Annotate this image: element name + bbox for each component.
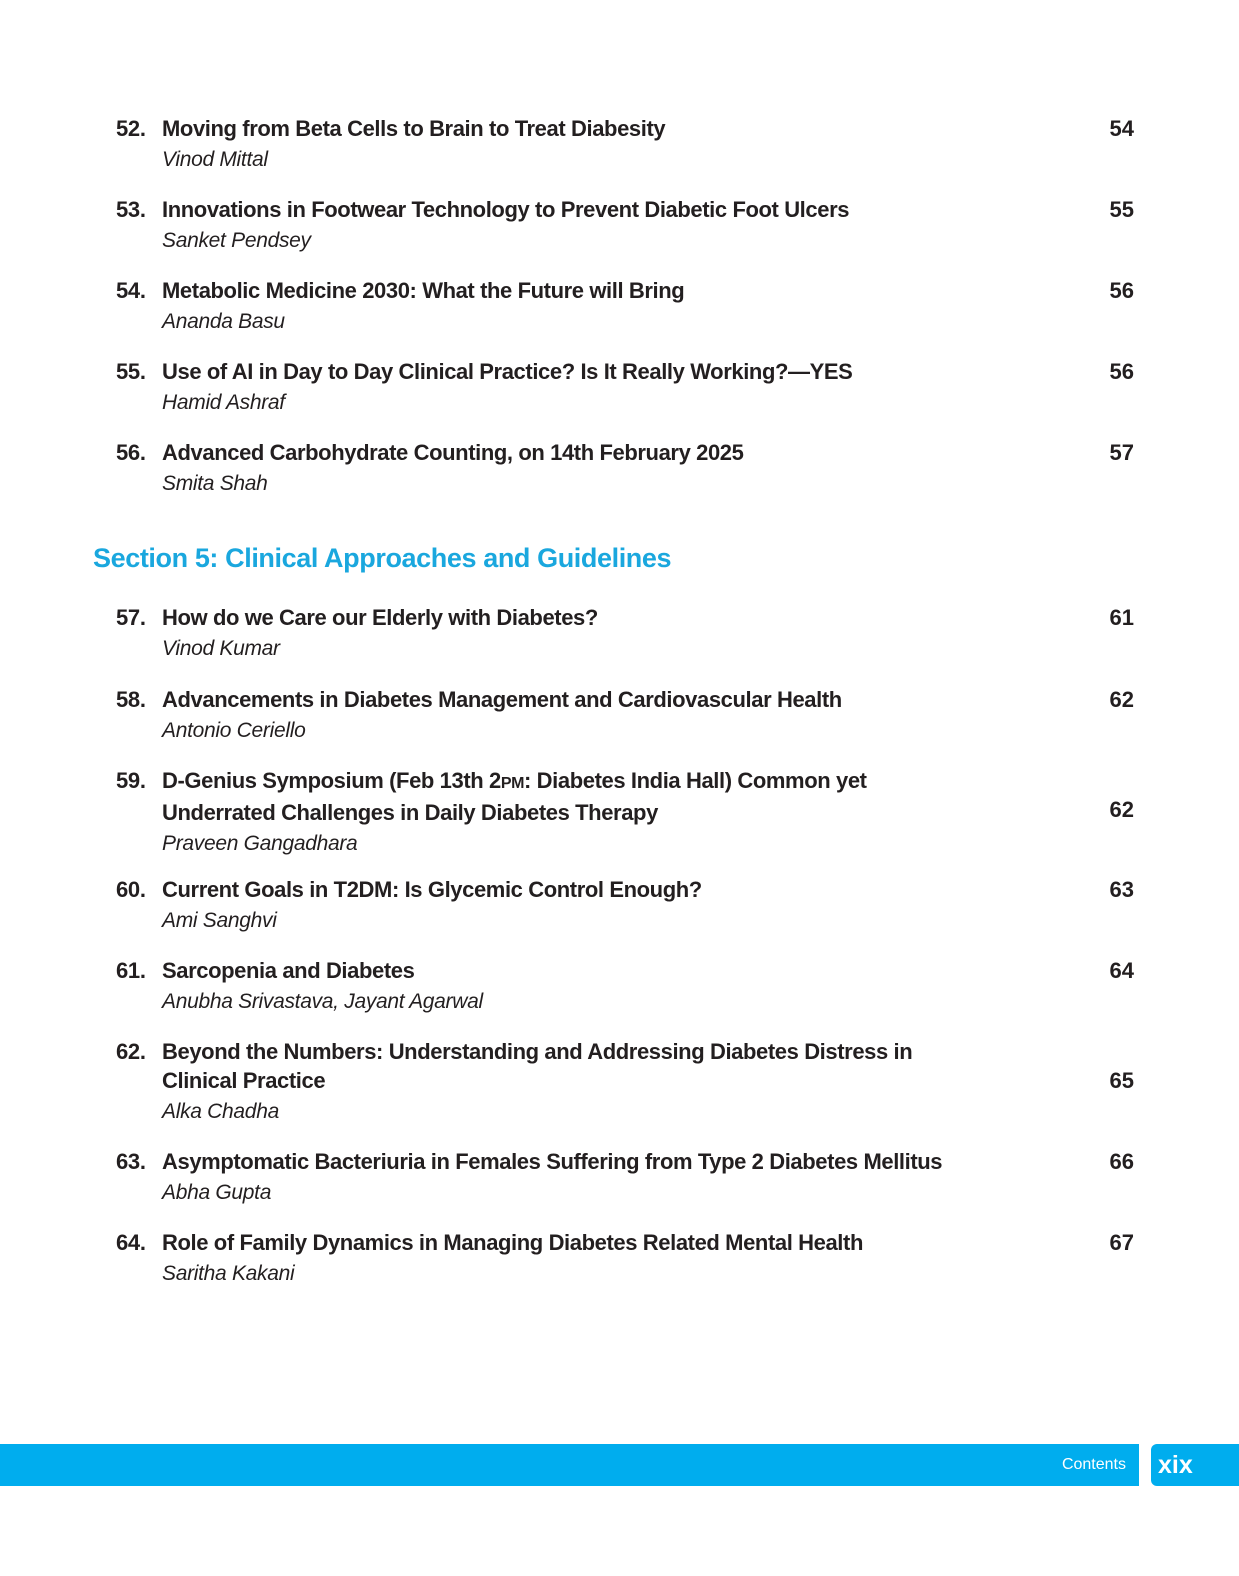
- entry-title: Asymptomatic Bacteriuria in Females Suffering from Type 2 Diabetes Mellitus: [162, 1149, 943, 1174]
- toc-entry-55[interactable]: [116, 357, 1140, 417]
- toc-entry-63[interactable]: [116, 1147, 1140, 1207]
- toc-entry-56[interactable]: [116, 438, 1140, 498]
- entry-author: Ami Sanghvi: [162, 909, 277, 932]
- entry-page-number: 57: [1109, 440, 1134, 465]
- toc-entry-59[interactable]: [116, 766, 1140, 858]
- entry-number: 55.: [116, 359, 146, 384]
- entry-title: Use of AI in Day to Day Clinical Practice? Is It Really Working?—YES: [162, 359, 853, 384]
- entry-number: 56.: [116, 440, 146, 465]
- footer-bar: [0, 1444, 1139, 1486]
- toc-entry-54[interactable]: [116, 276, 1140, 336]
- entry-author: Smita Shah: [162, 472, 268, 495]
- entry-title: Current Goals in T2DM: Is Glycemic Control Enough?: [162, 877, 702, 902]
- toc-entry-64[interactable]: [116, 1228, 1140, 1288]
- entry-author: Hamid Ashraf: [162, 391, 285, 414]
- toc-entry-60[interactable]: [116, 875, 1140, 935]
- entry-number: 53.: [116, 197, 146, 222]
- entry-author: Vinod Kumar: [162, 637, 280, 660]
- entry-number: 63.: [116, 1149, 146, 1174]
- entry-author: Anubha Srivastava, Jayant Agarwal: [162, 990, 483, 1013]
- entry-page-number: 65: [1109, 1068, 1134, 1093]
- entry-author: Alka Chadha: [162, 1100, 279, 1123]
- footer-page-tab: [1151, 1444, 1239, 1486]
- entry-title-line-1: D-Genius Symposium (Feb 13th 2PM: Diabetes India Hall) Common yet: [162, 768, 867, 793]
- entry-page-number: 64: [1109, 958, 1134, 983]
- entry-number: 52.: [116, 116, 146, 141]
- toc-entry-53[interactable]: [116, 195, 1140, 255]
- entry-number: 64.: [116, 1230, 146, 1255]
- entry-page-number: 61: [1109, 605, 1134, 630]
- entry-title: How do we Care our Elderly with Diabetes?: [162, 605, 598, 630]
- entry-page-number: 66: [1109, 1149, 1134, 1174]
- entry-number: 59.: [116, 768, 146, 793]
- entry-page-number: 62: [1109, 687, 1134, 712]
- entry-title: Beyond the Numbers: Understanding and Addressing Diabetes Distress in Clinical Practice: [162, 1039, 913, 1093]
- entry-page-number: 62: [1109, 797, 1134, 822]
- entry-title: Moving from Beta Cells to Brain to Treat Diabesity: [162, 116, 666, 141]
- toc-entry-57[interactable]: [116, 603, 1140, 663]
- entry-page-number: 56: [1109, 278, 1134, 303]
- toc-entry-62[interactable]: [116, 1037, 1140, 1126]
- entry-number: 60.: [116, 877, 146, 902]
- entry-number: 54.: [116, 278, 146, 303]
- toc-entry-58[interactable]: [116, 685, 1140, 745]
- entry-page-number: 56: [1109, 359, 1134, 384]
- entry-title: [162, 766, 952, 827]
- entry-author: Praveen Gangadhara: [162, 832, 358, 855]
- section-heading: Section 5: Clinical Approaches and Guidelines: [93, 543, 672, 573]
- entry-author: Saritha Kakani: [162, 1262, 295, 1285]
- toc-entry-61[interactable]: [116, 956, 1140, 1016]
- entry-author: Abha Gupta: [162, 1181, 272, 1204]
- footer-page-number: xix: [1158, 1451, 1193, 1479]
- entry-number: 62.: [116, 1039, 146, 1064]
- entry-page-number: 55: [1109, 197, 1134, 222]
- entry-author: Sanket Pendsey: [162, 229, 311, 252]
- entry-author: Ananda Basu: [162, 310, 285, 333]
- entry-number: 57.: [116, 605, 146, 630]
- entry-page-number: 63: [1109, 877, 1134, 902]
- entry-title: Metabolic Medicine 2030: What the Future will Bring: [162, 278, 685, 303]
- entry-title: Role of Family Dynamics in Managing Diabetes Related Mental Health: [162, 1230, 863, 1255]
- entry-title: Advancements in Diabetes Management and Cardiovascular Health: [162, 687, 842, 712]
- entry-number: 58.: [116, 687, 146, 712]
- entry-page-number: 54: [1109, 116, 1134, 141]
- entry-author: Antonio Ceriello: [162, 719, 306, 742]
- entry-page-number: 67: [1109, 1230, 1134, 1255]
- entry-title-line-2: Underrated Challenges in Daily Diabetes Therapy: [162, 800, 658, 825]
- footer-label: Contents: [1061, 1456, 1126, 1473]
- toc-entry-52[interactable]: [116, 114, 1140, 174]
- entry-author: Vinod Mittal: [162, 148, 268, 171]
- entry-title: Advanced Carbohydrate Counting, on 14th February 2025: [162, 440, 744, 465]
- entry-number: 61.: [116, 958, 146, 983]
- entry-title: Sarcopenia and Diabetes: [162, 958, 415, 983]
- entry-title: Innovations in Footwear Technology to Prevent Diabetic Foot Ulcers: [162, 197, 850, 222]
